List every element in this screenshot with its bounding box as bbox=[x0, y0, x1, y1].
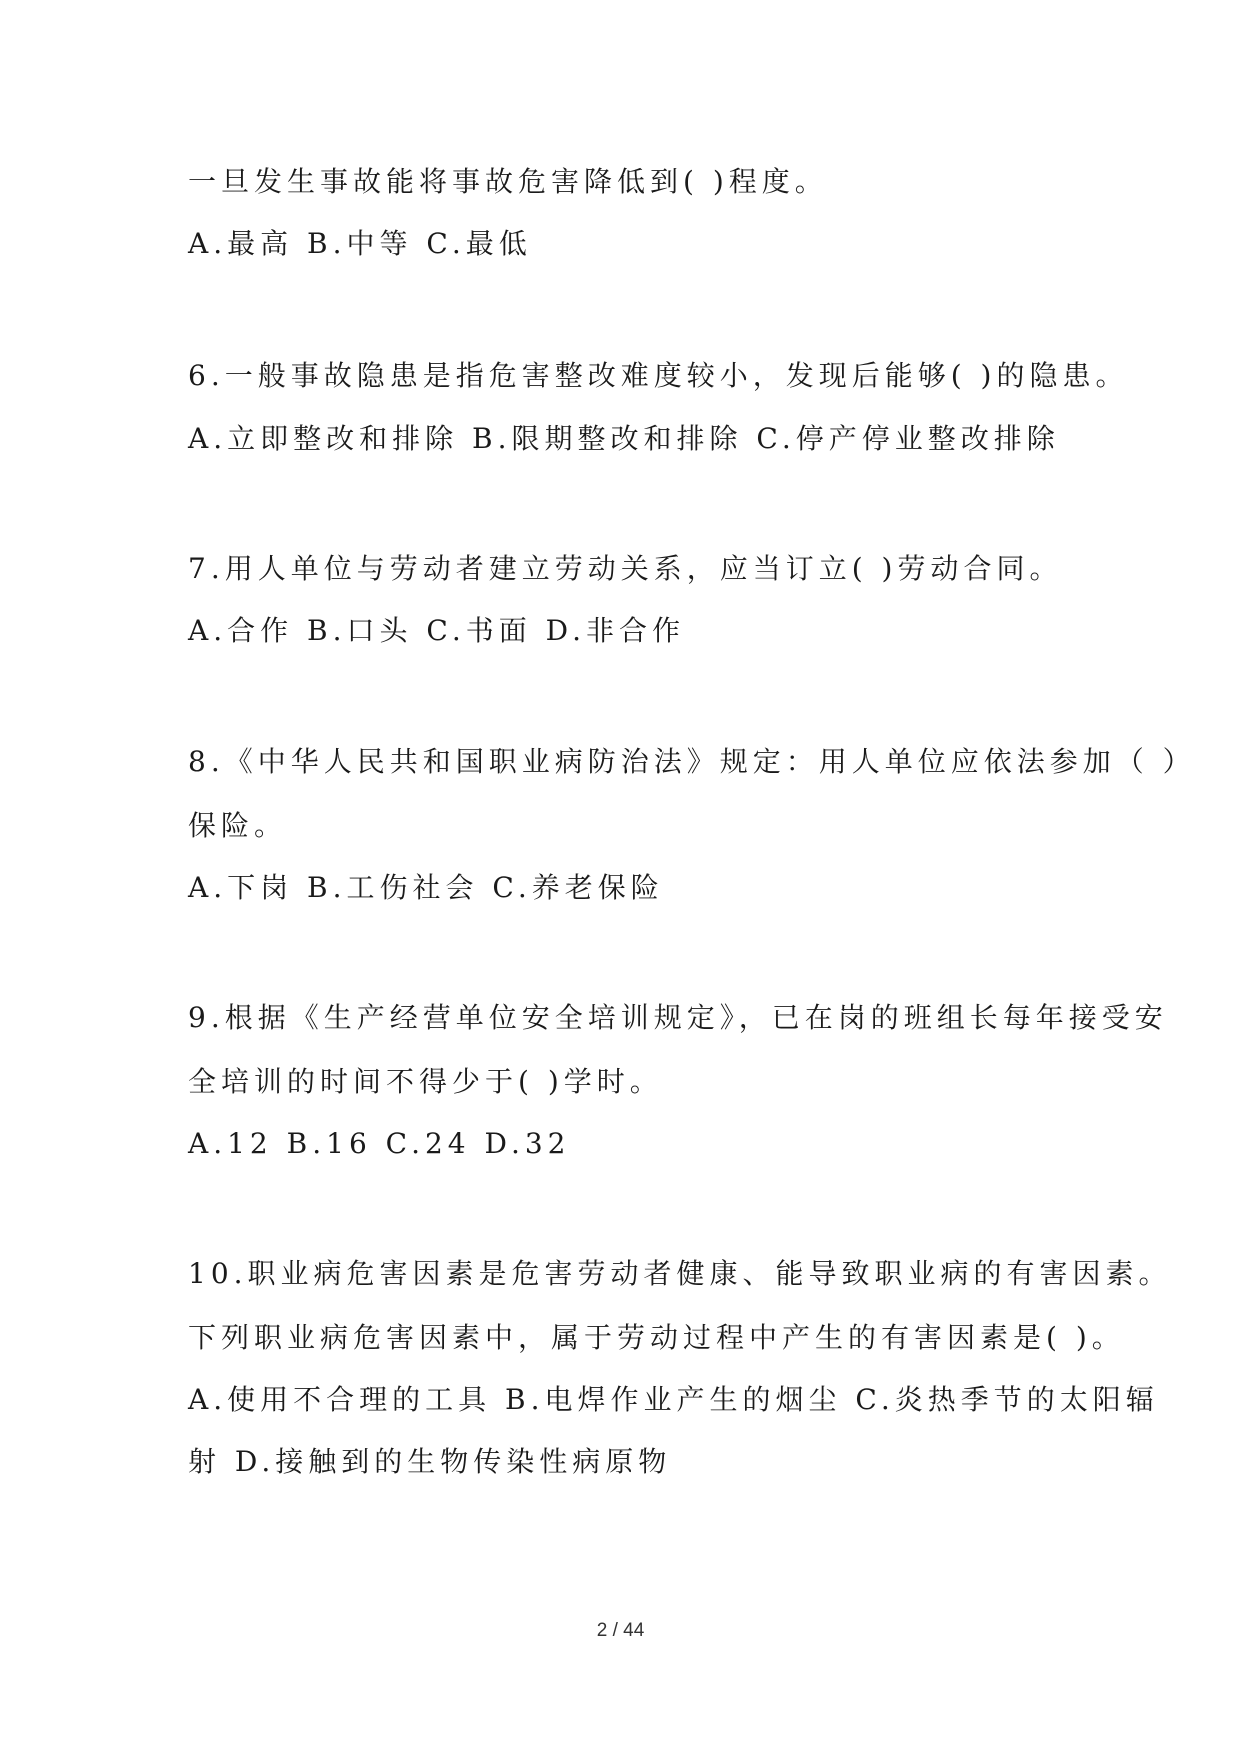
question-8-options: A.下岗 B.工伤社会 C.养老保险 bbox=[188, 871, 664, 904]
question-10-options-continued: 射 D.接触到的生物传染性病原物 bbox=[188, 1445, 672, 1478]
question-10-stem-continued: 下列职业病危害因素中，属于劳动过程中产生的有害因素是( )。 bbox=[188, 1321, 1125, 1354]
page-number: 2 / 44 bbox=[596, 1620, 645, 1641]
question-7-stem: 7.用人单位与劳动者建立劳动关系，应当订立( )劳动合同。 bbox=[188, 552, 1063, 585]
question-5-options: A.最高 B.中等 C.最低 bbox=[188, 227, 532, 260]
question-6-stem: 6.一般事故隐患是指危害整改难度较小，发现后能够( )的隐患。 bbox=[188, 359, 1129, 392]
question-8-stem: 8.《中华人民共和国职业病防治法》规定：用人单位应依法参加（ ） bbox=[188, 745, 1196, 778]
question-10-stem: 10.职业病危害因素是危害劳动者健康、能导致职业病的有害因素。 bbox=[188, 1257, 1172, 1290]
question-9-stem-continued: 全培训的时间不得少于( )学时。 bbox=[188, 1065, 663, 1098]
question-9-stem: 9.根据《生产经营单位安全培训规定》，已在岗的班组长每年接受安 bbox=[188, 1001, 1168, 1034]
question-8-stem-continued: 保险。 bbox=[188, 809, 288, 842]
question-10-options: A.使用不合理的工具 B.电焊作业产生的烟尘 C.炎热季节的太阳辐 bbox=[188, 1383, 1159, 1416]
question-7-options: A.合作 B.口头 C.书面 D.非合作 bbox=[188, 614, 685, 647]
question-9-options: A.12 B.16 C.24 D.32 bbox=[188, 1127, 571, 1160]
question-5-stem-continued: 一旦发生事故能将事故危害降低到( )程度。 bbox=[188, 165, 828, 198]
question-6-options: A.立即整改和排除 B.限期整改和排除 C.停产停业整改排除 bbox=[188, 422, 1060, 455]
